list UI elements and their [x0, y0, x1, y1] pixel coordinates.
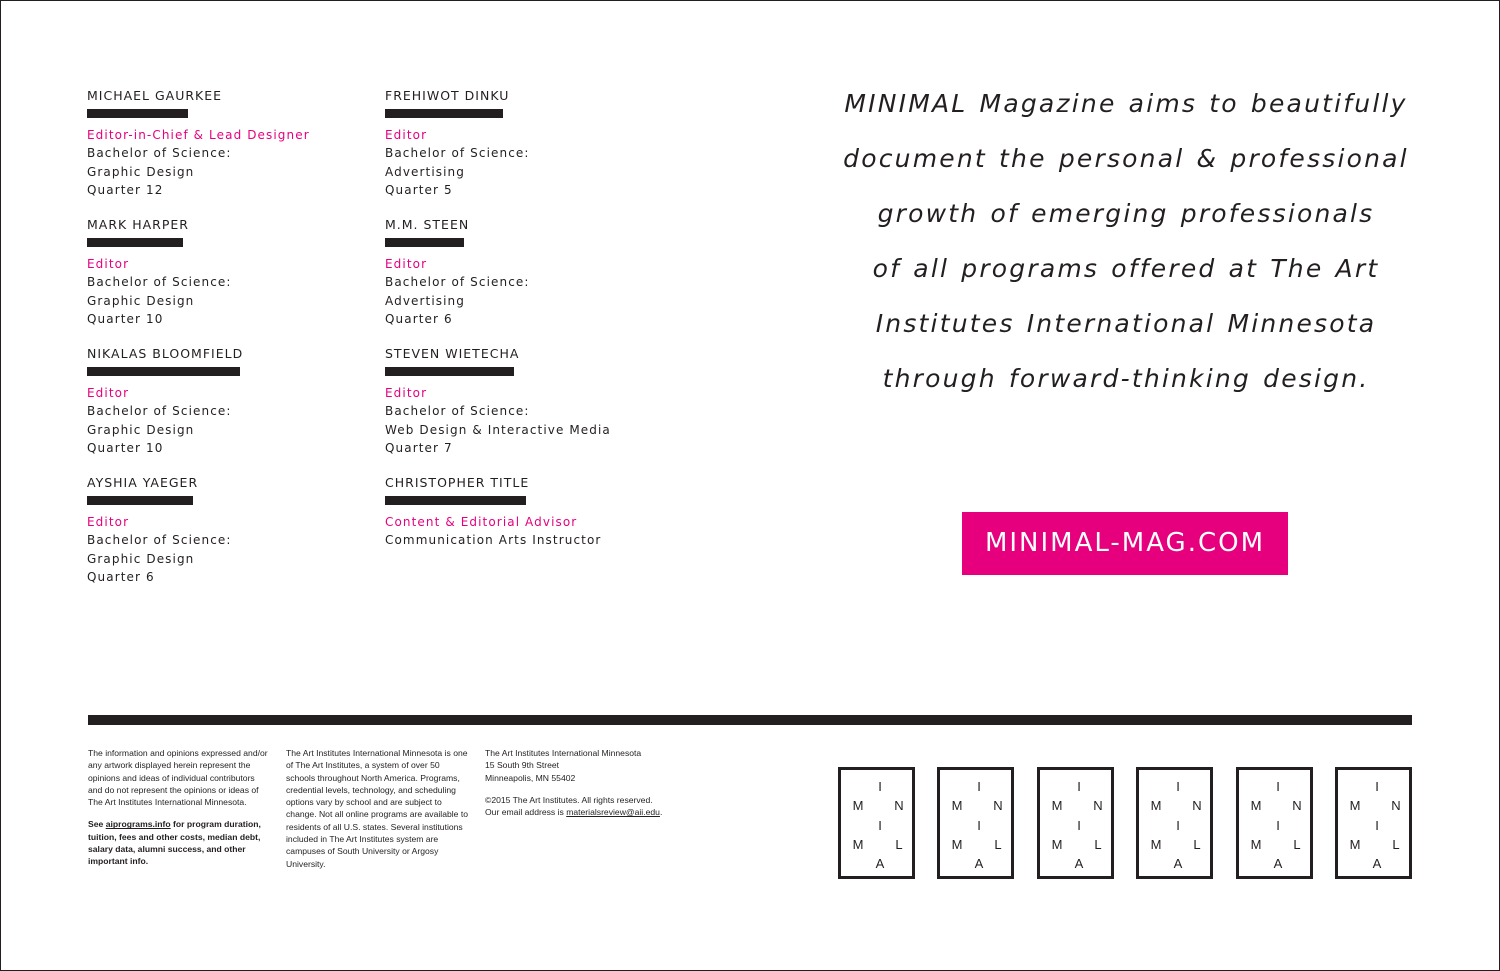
logo-letter: A	[974, 856, 984, 871]
logo-letter: A	[1273, 856, 1283, 871]
footer-divider-bar	[88, 715, 1412, 725]
staff-entry	[385, 88, 655, 217]
staff-entry	[87, 88, 357, 217]
logo-letter: I	[1375, 779, 1379, 794]
disclaimer-text: The information and opinions expressed and/or any artwork displayed herein represent the opinions and ideas of individual contributors and do not represent the opinions or ideas of The Art Institutes International Minnesota.	[88, 748, 268, 808]
logo-letter: M	[1349, 837, 1361, 852]
logo-letter: L	[1392, 837, 1400, 852]
staff-name: CHRISTOPHER TITLE	[385, 475, 530, 490]
mission-line: Institutes International Minnesota	[875, 309, 1377, 338]
name-underline-bar	[87, 496, 193, 505]
logo-letter: M	[1250, 798, 1262, 813]
name-underline-bar	[87, 109, 188, 118]
staff-degree: Bachelor of Science:	[385, 404, 530, 418]
logo-letter: I	[1276, 818, 1280, 833]
mission-line: growth of emerging professionals	[877, 199, 1375, 228]
staff-degree: Bachelor of Science:	[87, 533, 232, 547]
staff-entry	[87, 475, 357, 604]
staff-role: Editor	[385, 257, 428, 271]
logo-letter: I	[1276, 779, 1280, 794]
mission-line: of all programs offered at The Art	[872, 254, 1380, 283]
staff-program: Graphic Design	[87, 164, 195, 179]
logo-letter: I	[1176, 818, 1180, 833]
logo-letter: M	[1051, 798, 1063, 813]
email-link[interactable]: materialsreview@aii.edu	[566, 807, 660, 818]
name-underline-bar	[385, 109, 503, 118]
about-text: The Art Institutes International Minnesota is one of The Art Institutes, a system of over 50 schools throughout North America. Programs, credential levels, technology, and scheduling options vary by school and are subject to change. Not all online programs are available to residents of all U.S. states. Several institutions included in The Art Institutes system are campuses of South University or Argosy University.	[286, 748, 469, 869]
staff-program: Advertising	[385, 293, 465, 308]
staff-program: Graphic Design	[87, 551, 195, 566]
staff-degree: Bachelor of Science:	[385, 146, 530, 160]
copyright-body: ©2015 The Art Institutes. All rights reserved. Our email address is	[485, 794, 653, 818]
minimal-logo-mark	[1136, 767, 1213, 879]
logo-letter: M	[1051, 837, 1063, 852]
logo-letter: L	[1293, 837, 1301, 852]
staff-role: Editor	[87, 386, 130, 400]
logo-letter: I	[977, 818, 981, 833]
staff-quarter: Quarter 10	[87, 312, 164, 326]
minimal-logo-mark	[1335, 767, 1412, 879]
staff-position: Communication Arts Instructor	[385, 533, 602, 547]
staff-role: Content & Editorial Advisor	[385, 515, 578, 529]
copyright-text	[485, 794, 667, 819]
staff-role: Editor	[87, 257, 130, 271]
logo-letter: M	[852, 798, 864, 813]
staff-column-2	[385, 88, 655, 604]
logo-letter: N	[1292, 798, 1302, 813]
address-block	[485, 747, 667, 784]
mission-line: document the personal & professional	[843, 144, 1409, 173]
programs-info-text	[88, 818, 270, 867]
logo-letter: N	[1391, 798, 1401, 813]
staff-role: Editor	[385, 386, 428, 400]
staff-name: M.M. STEEN	[385, 217, 470, 232]
minimal-logo-mark	[1037, 767, 1114, 879]
staff-role: Editor	[385, 128, 428, 142]
name-underline-bar	[87, 367, 240, 376]
logo-letter: I	[977, 779, 981, 794]
staff-name: STEVEN WIETECHA	[385, 346, 520, 361]
staff-role: Editor-in-Chief & Lead Designer	[87, 128, 310, 142]
logo-letter: M	[1250, 837, 1262, 852]
website-link-button[interactable]: MINIMAL-MAG.COM	[962, 512, 1288, 575]
address-street: 15 South 9th Street	[485, 760, 560, 771]
staff-entry	[385, 346, 655, 475]
staff-name: NIKALAS BLOOMFIELD	[87, 346, 244, 361]
staff-degree: Bachelor of Science:	[87, 275, 232, 289]
staff-entry	[87, 346, 357, 475]
staff-name: AYSHIA YAEGER	[87, 475, 199, 490]
footer-disclaimer-column	[88, 747, 270, 878]
email-suffix: .	[659, 807, 663, 818]
logo-letter: M	[1150, 837, 1162, 852]
logo-letter: A	[1074, 856, 1084, 871]
staff-name: FREHIWOT DINKU	[385, 88, 510, 103]
logo-letter: M	[1349, 798, 1361, 813]
logo-letter: N	[1093, 798, 1103, 813]
staff-program: Graphic Design	[87, 422, 195, 437]
footer-address-column	[485, 747, 667, 828]
staff-quarter: Quarter 5	[385, 183, 453, 197]
logo-letter: I	[878, 818, 882, 833]
address-name: The Art Institutes International Minnesota	[485, 748, 642, 758]
logo-letter: A	[1173, 856, 1183, 871]
logo-letter: I	[1077, 818, 1081, 833]
minimal-logo-mark	[937, 767, 1014, 879]
name-underline-bar	[87, 238, 183, 247]
staff-degree: Bachelor of Science:	[385, 275, 530, 289]
name-underline-bar	[385, 238, 464, 247]
logo-letter: M	[852, 837, 864, 852]
logo-letter: M	[951, 798, 963, 813]
mission-line: through forward-thinking design.	[882, 364, 1370, 393]
staff-quarter: Quarter 6	[385, 312, 453, 326]
logo-letter: I	[1176, 779, 1180, 794]
logo-letter: A	[1372, 856, 1382, 871]
address-city: Minneapolis, MN 55402	[485, 772, 576, 783]
programs-see-label: See	[88, 819, 104, 830]
logo-letter: L	[895, 837, 903, 852]
staff-name: MICHAEL GAURKEE	[87, 88, 223, 103]
logo-letter: I	[878, 779, 882, 794]
logo-letter: I	[1375, 818, 1379, 833]
staff-degree: Bachelor of Science:	[87, 146, 232, 160]
mission-line: MINIMAL Magazine aims to beautifully	[844, 89, 1408, 118]
logo-letter: M	[951, 837, 963, 852]
staff-program: Advertising	[385, 164, 465, 179]
minimal-logo-mark	[1236, 767, 1313, 879]
logo-letter: N	[894, 798, 904, 813]
staff-quarter: Quarter 12	[87, 183, 164, 197]
logo-letter: L	[1193, 837, 1201, 852]
name-underline-bar	[385, 367, 514, 376]
logo-letter: N	[1192, 798, 1202, 813]
staff-column-1	[87, 88, 357, 604]
staff-quarter: Quarter 10	[87, 441, 164, 455]
footer-about-column	[286, 747, 468, 880]
staff-program: Graphic Design	[87, 293, 195, 308]
logo-letter: M	[1150, 798, 1162, 813]
staff-entry	[87, 217, 357, 346]
mission-statement	[820, 76, 1432, 406]
staff-role: Editor	[87, 515, 130, 529]
staff-name: MARK HARPER	[87, 217, 189, 232]
staff-entry	[385, 217, 655, 346]
staff-entry	[385, 475, 655, 604]
logo-letter: L	[994, 837, 1002, 852]
logo-letter: L	[1094, 837, 1102, 852]
staff-quarter: Quarter 7	[385, 441, 453, 455]
logo-letter: N	[993, 798, 1003, 813]
logo-letter: I	[1077, 779, 1081, 794]
programs-info-body: for program duration, tuition, fees and other costs, median debt, salary data, alumni success, and other important info.	[88, 819, 261, 867]
name-underline-bar	[385, 496, 526, 505]
staff-degree: Bachelor of Science:	[87, 404, 232, 418]
aiprograms-link[interactable]: aiprograms.info	[105, 819, 171, 830]
staff-program: Web Design & Interactive Media	[385, 422, 611, 437]
minimal-logo-mark	[838, 767, 915, 879]
logo-letter: A	[875, 856, 885, 871]
staff-quarter: Quarter 6	[87, 570, 155, 584]
